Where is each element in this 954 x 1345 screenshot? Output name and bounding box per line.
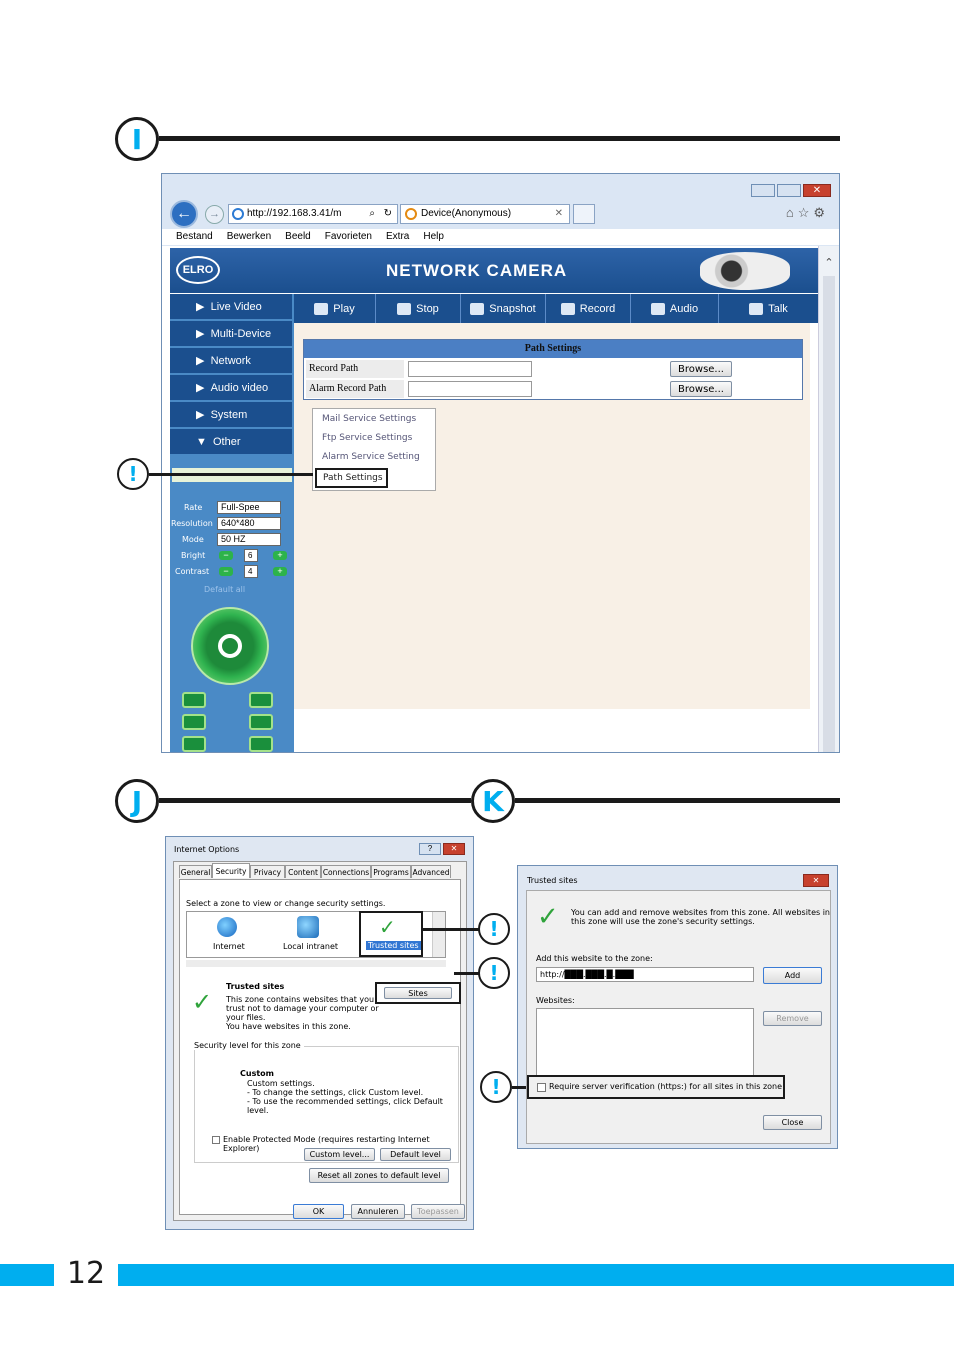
nav-network[interactable]: ▶ Network <box>170 348 292 373</box>
dialog-controls <box>419 843 465 855</box>
section-k-rule <box>515 798 840 803</box>
rate-label: Rate <box>184 503 203 512</box>
record-path-browse-button[interactable]: Browse... <box>670 361 732 377</box>
patrol-h-button[interactable] <box>182 736 206 752</box>
contrast-plus-button[interactable]: + <box>273 567 287 576</box>
page-number: 12 <box>66 1256 106 1291</box>
trusted-sites-title: Trusted sites <box>527 876 578 885</box>
callout-https-line <box>512 1086 526 1089</box>
bright-value: 6 <box>244 549 258 562</box>
back-icon[interactable]: ← <box>170 200 198 228</box>
address-bar[interactable]: http://192.168.3.41/m ⌕ ↻ <box>228 204 398 224</box>
require-https-label: Require server verification (https:) for all sites in this zone <box>549 1082 783 1091</box>
sites-button-highlight <box>375 982 461 1004</box>
tab-connections[interactable]: Connections <box>321 865 371 878</box>
security-tab-panel <box>179 879 461 1215</box>
scroll-up-icon[interactable]: ⌃ <box>824 257 834 269</box>
search-icon[interactable]: ⌕ <box>369 208 375 219</box>
websites-label: Websites: <box>536 996 575 1005</box>
trusted-dialog-check-icon: ✓ <box>537 901 559 931</box>
record-path-label: Record Path <box>306 360 404 378</box>
headphones-icon <box>651 303 665 315</box>
zoom-out-button[interactable] <box>249 714 273 730</box>
contrast-value: 4 <box>244 565 258 578</box>
internet-options-title: Internet Options <box>174 845 240 854</box>
nav-live-video[interactable]: ▶ Live Video <box>170 294 292 319</box>
tab-strip <box>179 865 463 879</box>
require-https-highlight <box>527 1075 785 1099</box>
submenu-mail-service[interactable]: Mail Service Settings <box>322 414 417 424</box>
trusted-close-icon[interactable]: ✕ <box>803 874 829 887</box>
zone-description: This zone contains websites that you trust not to damage your computer or your files. You have websites in this zone. <box>226 995 379 1031</box>
zone-local-intranet[interactable]: Local intranet <box>283 942 339 951</box>
ie-tab-icon <box>405 208 417 220</box>
microphone-icon <box>749 303 763 315</box>
menu-beeld[interactable]: Beeld <box>285 231 311 242</box>
custom-level-button[interactable]: Custom level... <box>304 1148 375 1161</box>
nav-audio-video[interactable]: ▶ Audio video <box>170 375 292 400</box>
snapshot-button[interactable]: Snapshot <box>461 294 546 323</box>
resolution-label: Resolution <box>171 519 213 528</box>
internet-options-dialog <box>165 836 474 1230</box>
default-all-link[interactable]: Default all <box>204 585 246 594</box>
custom-title: Custom <box>240 1069 274 1078</box>
section-k-badge: K <box>471 779 515 823</box>
scroll-thumb[interactable] <box>823 276 835 753</box>
menu-favorieten[interactable]: Favorieten <box>324 231 372 242</box>
tab-programs[interactable]: Programs <box>371 865 411 878</box>
section-j-rule <box>159 798 471 803</box>
tab-close-icon[interactable]: ✕ <box>554 208 563 219</box>
record-icon <box>561 303 575 315</box>
page-scrollbar[interactable] <box>818 246 839 753</box>
mode-label: Mode <box>182 535 204 544</box>
browser-window <box>161 173 840 753</box>
section-i-rule <box>159 136 840 141</box>
camera-image <box>700 252 790 290</box>
cancel-button[interactable]: Annuleren <box>351 1204 405 1219</box>
sites-button[interactable]: Sites <box>384 987 452 999</box>
record-button[interactable]: Record <box>546 294 631 323</box>
rate-select[interactable]: Full-Spee <box>217 501 281 514</box>
stop-button[interactable]: Stop <box>376 294 461 323</box>
audio-button[interactable]: Audio <box>631 294 719 323</box>
remove-button[interactable]: Remove <box>763 1011 822 1026</box>
maximize-icon[interactable] <box>777 184 801 197</box>
menu-extra[interactable]: Extra <box>386 231 410 242</box>
protected-mode-checkbox[interactable] <box>212 1136 220 1144</box>
reset-zones-button[interactable]: Reset all zones to default level <box>309 1168 449 1183</box>
camera-header <box>170 248 818 293</box>
help-icon[interactable]: ? <box>419 843 441 855</box>
protected-mode-label: Enable Protected Mode (requires restarting Internet Explorer) <box>223 1135 430 1153</box>
section-i-badge: I <box>115 117 159 161</box>
menu-bewerken[interactable]: Bewerken <box>226 231 272 242</box>
close-icon[interactable]: ✕ <box>803 184 831 197</box>
camera-toolbar <box>294 294 818 323</box>
camera-title: NETWORK CAMERA <box>386 261 568 280</box>
tab-privacy[interactable]: Privacy <box>250 865 285 878</box>
callout-path-settings-badge: ! <box>117 458 149 490</box>
resolution-select[interactable]: 640*480 <box>217 517 281 530</box>
submenu-alarm-service[interactable]: Alarm Service Setting <box>322 452 420 462</box>
home-icon[interactable]: ⌂ <box>785 205 798 220</box>
callout-trusted-badge: ! <box>478 913 510 945</box>
zone-title: Trusted sites <box>226 982 285 991</box>
default-level-button[interactable]: Default level <box>380 1148 451 1161</box>
dialog-body <box>173 861 467 1221</box>
zone-internet[interactable]: Internet <box>213 942 245 951</box>
nav-other[interactable]: ▼ Other <box>170 429 292 454</box>
camera-page <box>162 246 818 753</box>
callout-path-settings-line <box>149 473 313 476</box>
menu-bestand[interactable]: Bestand <box>176 231 213 242</box>
globe-icon <box>217 917 237 937</box>
menu-bar <box>162 229 839 245</box>
add-site-label: Add this website to the zone: <box>536 954 653 963</box>
trusted-sites-dialog <box>517 865 838 1149</box>
nav-system[interactable]: ▶ System <box>170 402 292 427</box>
trusted-message: You can add and remove websites from this zone. All websites in this zone will use the zone's security settings. <box>571 908 830 926</box>
record-path-input[interactable] <box>408 361 532 377</box>
tab-content[interactable]: Content <box>285 865 321 878</box>
contrast-label: Contrast <box>175 567 210 576</box>
zone-list[interactable] <box>186 911 446 958</box>
talk-button[interactable]: Talk <box>719 294 818 323</box>
intranet-icon <box>297 916 319 938</box>
submenu-ftp-service[interactable]: Ftp Service Settings <box>322 433 413 443</box>
callout-https-badge: ! <box>480 1071 512 1103</box>
patrol-v-button[interactable] <box>249 736 273 752</box>
alarm-record-path-label: Alarm Record Path <box>306 380 404 398</box>
require-https-checkbox[interactable] <box>537 1083 546 1092</box>
ptz-pad[interactable] <box>191 607 269 685</box>
trusted-close-button[interactable]: Close <box>763 1115 822 1130</box>
section-j-badge: J <box>115 779 159 823</box>
path-settings-table <box>303 339 803 400</box>
websites-list[interactable] <box>536 1008 754 1084</box>
tab-security[interactable]: Security <box>212 863 250 878</box>
browser-tab[interactable]: Device(Anonymous) ✕ <box>400 204 570 224</box>
add-button[interactable]: Add <box>763 967 822 984</box>
gear-icon[interactable]: ⚙ <box>813 205 829 220</box>
refresh-icon[interactable]: ↻ <box>383 208 392 219</box>
trusted-sites-zone[interactable] <box>359 911 423 957</box>
elro-logo: ELRO <box>176 256 220 284</box>
callout-trusted-line <box>422 928 480 931</box>
trusted-body <box>526 890 831 1144</box>
new-tab-button[interactable] <box>573 204 595 224</box>
tab-general[interactable]: General <box>179 865 212 878</box>
bright-minus-button[interactable]: − <box>219 551 233 560</box>
mode-select[interactable]: 50 HZ <box>217 533 281 546</box>
trusted-check-icon: ✓ <box>192 989 213 1016</box>
zone-hscrollbar[interactable] <box>186 960 446 967</box>
apply-button[interactable]: Toepassen <box>411 1204 465 1219</box>
custom-description: Custom settings. - To change the settings, click Custom level. - To use the recommended settings, click Default level. <box>247 1079 443 1115</box>
zone-prompt: Select a zone to view or change security settings. <box>186 899 386 908</box>
bright-plus-button[interactable]: + <box>273 551 287 560</box>
window-controls <box>751 184 831 197</box>
dialog-close-icon[interactable]: ✕ <box>443 843 465 855</box>
camera-icon <box>470 303 484 315</box>
forward-icon[interactable]: → <box>205 205 224 224</box>
nav-multi-device[interactable]: ▶ Multi-Device <box>170 321 292 346</box>
tab-advanced[interactable]: Advanced <box>411 865 451 878</box>
stop-icon <box>397 303 411 315</box>
star-icon[interactable]: ☆ <box>797 205 814 220</box>
ptz-flip-right-button[interactable] <box>249 692 273 708</box>
other-submenu <box>312 408 436 491</box>
browser-tools <box>786 205 829 221</box>
zoom-in-button[interactable] <box>182 714 206 730</box>
security-level-label: Security level for this zone <box>194 1041 304 1050</box>
add-site-input[interactable]: http://███.███.█.███ <box>536 967 754 982</box>
submenu-path-settings[interactable]: Path Settings <box>315 468 388 488</box>
contrast-minus-button[interactable]: − <box>219 567 233 576</box>
bright-label: Bright <box>181 551 206 560</box>
menu-help[interactable]: Help <box>423 231 444 242</box>
callout-sites-badge: ! <box>478 957 510 989</box>
minimize-icon[interactable] <box>751 184 775 197</box>
footer-bar-right <box>118 1264 954 1286</box>
path-settings-header: Path Settings <box>304 340 802 358</box>
footer-bar-left <box>0 1264 54 1286</box>
ok-button[interactable]: OK <box>293 1204 344 1219</box>
checkmark-icon: ✓ <box>379 917 396 939</box>
alarm-record-path-browse-button[interactable]: Browse... <box>670 381 732 397</box>
play-icon <box>314 303 328 315</box>
zone-scrollbar[interactable] <box>432 912 445 957</box>
security-level-group <box>194 1041 459 1163</box>
zone-trusted-sites: Trusted sites <box>368 941 419 950</box>
play-button[interactable]: Play <box>294 294 376 323</box>
callout-sites-line <box>454 972 480 975</box>
alarm-record-path-input[interactable] <box>408 381 532 397</box>
ptz-center-icon[interactable] <box>218 634 242 658</box>
ie-icon <box>232 208 244 220</box>
ptz-flip-left-button[interactable] <box>182 692 206 708</box>
